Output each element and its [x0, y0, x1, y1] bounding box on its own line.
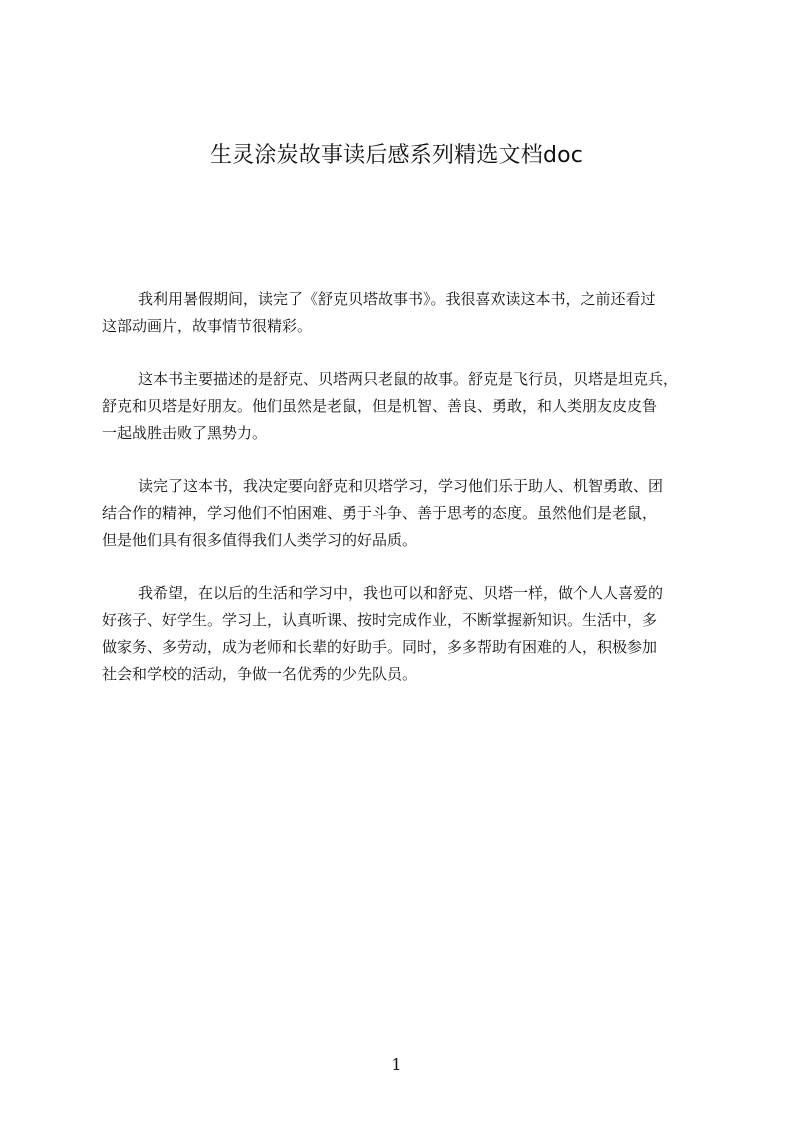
paragraph-line: 结合作的精神，学习他们不怕困难、勇于斗争、善于思考的态度。虽然他们是老鼠， [102, 504, 658, 522]
document-title: 生灵涂炭故事读后感系列精选文档doc [209, 143, 584, 168]
paragraph-3 [102, 473, 702, 554]
document-body [102, 286, 702, 714]
paragraph-line: 这本书主要描述的是舒克、贝塔两只老鼠的故事。舒克是飞行员，贝塔是坦克兵， [138, 370, 679, 388]
paragraph-line: 社会和学校的活动，争做一名优秀的少先队员。 [102, 665, 418, 683]
paragraph-line: 做家务、多劳动，成为老师和长辈的好助手。同时，多多帮助有困难的人，积极参加 [102, 638, 658, 656]
paragraph-line: 但是他们具有很多值得我们人类学习的好品质。 [102, 531, 418, 549]
paragraph-line: 好孩子、好学生。学习上，认真听课、按时完成作业，不断掌握新知识。生活中，多 [102, 611, 658, 629]
paragraph-4 [102, 580, 702, 688]
paragraph-line: 我利用暑假期间，读完了《舒克贝塔故事书》。我很喜欢读这本书，之前还看过 [138, 290, 656, 308]
paragraph-line: 一起战胜击败了黑势力。 [102, 424, 268, 442]
page-number: 1 [391, 1055, 402, 1074]
paragraph-line: 读完了这本书，我决定要向舒克和贝塔学习，学习他们乐于助人、机智勇敢、团 [138, 477, 664, 495]
paragraph-1 [102, 286, 702, 340]
paragraph-2 [102, 366, 702, 447]
paragraph-line: 舒克和贝塔是好朋友。他们虽然是老鼠，但是机智、善良、勇敢，和人类朋友皮皮鲁 [102, 397, 658, 415]
paragraph-line: 我希望，在以后的生活和学习中，我也可以和舒克、贝塔一样，做个人人喜爱的 [138, 584, 664, 602]
paragraph-line: 这部动画片，故事情节很精彩。 [102, 317, 313, 335]
